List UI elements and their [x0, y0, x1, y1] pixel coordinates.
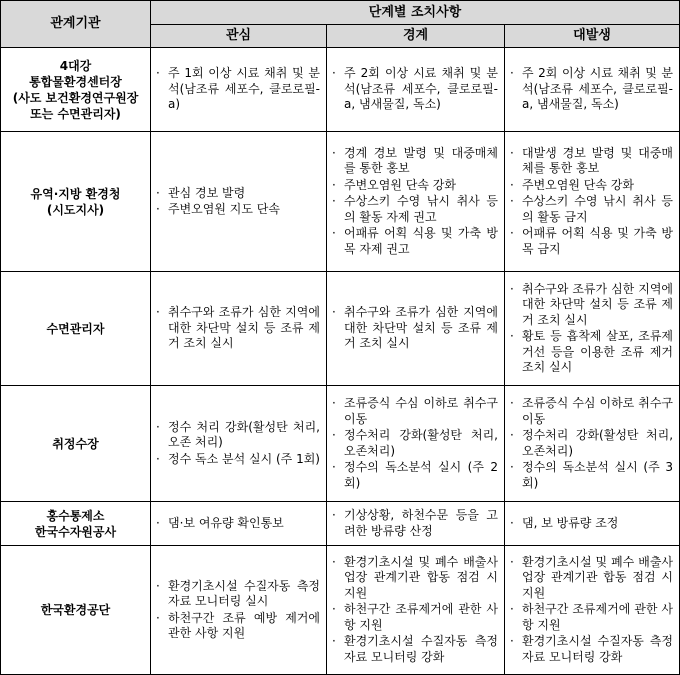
- table-row: [1, 546, 680, 675]
- action-item: [156, 186, 320, 202]
- action-cell: [505, 272, 680, 386]
- action-item: [332, 508, 498, 539]
- action-text: 주변오염원 단속 강화: [344, 177, 456, 192]
- action-text: 주변오염원 지도 단속: [168, 202, 280, 216]
- action-cell: [151, 272, 327, 386]
- action-cell: [505, 502, 680, 546]
- bullet-icon: ·: [332, 145, 336, 160]
- action-cell: [327, 48, 505, 132]
- action-text: 경계 경보 발령 및 대중매체를 통한 홍보: [344, 145, 498, 176]
- bullet-icon: ·: [510, 226, 514, 241]
- org-name-line: 한국환경공단: [40, 603, 111, 617]
- action-text: 대발생 경보 발령 및 대중매체를 통한 홍보: [522, 145, 674, 176]
- org-cell: [1, 546, 151, 675]
- action-item: [510, 460, 673, 491]
- action-item: [510, 282, 673, 329]
- bullet-icon: ·: [510, 634, 514, 649]
- action-cell: [151, 546, 327, 675]
- action-item: [332, 602, 498, 633]
- action-item: [156, 202, 320, 218]
- bullet-icon: ·: [510, 177, 514, 192]
- action-cell: [327, 132, 505, 272]
- action-text: 정수처리 강화(활성탄 처리, 오존처리): [344, 428, 498, 458]
- org-cell: [1, 502, 151, 546]
- action-cell: [505, 546, 680, 675]
- org-name-line: 취정수장: [52, 436, 99, 451]
- bullet-icon: ·: [156, 305, 160, 320]
- org-cell: [1, 48, 151, 132]
- action-text: 기상상황, 하천수문 등을 고려한 방류량 산정: [344, 508, 498, 538]
- bullet-icon: ·: [510, 329, 514, 343]
- bullet-icon: ·: [332, 508, 336, 522]
- action-cell: [151, 132, 327, 272]
- action-text: 댐, 보 방류량 조정: [522, 515, 619, 530]
- action-item: [332, 226, 498, 257]
- bullet-icon: ·: [332, 66, 336, 81]
- action-item: [510, 634, 673, 665]
- action-item: [332, 555, 498, 602]
- bullet-icon: ·: [156, 578, 160, 593]
- action-item: [332, 428, 498, 459]
- action-item: [156, 516, 320, 532]
- bullet-icon: ·: [510, 194, 514, 209]
- action-text: 정수처리 강화(활성탄 처리, 오존처리): [522, 428, 674, 458]
- action-item: [510, 194, 673, 225]
- action-cell: [327, 272, 505, 386]
- action-text: 정수 독소 분석 실시 (주 1회): [168, 451, 320, 466]
- bullet-icon: ·: [156, 66, 160, 81]
- org-cell: [1, 272, 151, 386]
- header-stage-outbreak: 대발생: [505, 24, 680, 48]
- action-text: 주 1회 이상 시료 채취 및 분석(남조류 세포수, 클로로필-a): [168, 66, 320, 112]
- bullet-icon: ·: [156, 202, 160, 216]
- action-text: 취수구와 조류가 심한 지역에 대한 차단막 설치 등 조류 제거 조치 실시: [522, 281, 674, 327]
- action-cell: [327, 502, 505, 546]
- bullet-icon: ·: [332, 554, 336, 569]
- bullet-icon: ·: [332, 177, 336, 192]
- action-text: 관심 경보 발령: [168, 185, 246, 200]
- action-item: [510, 428, 673, 459]
- action-item: [332, 460, 498, 491]
- header-stage-warning: 경계: [327, 24, 505, 48]
- bullet-icon: ·: [510, 602, 514, 617]
- org-name-line: 유역·지방 환경청: [30, 186, 121, 201]
- action-item: [510, 555, 673, 602]
- action-item: [510, 602, 673, 633]
- action-item: [332, 194, 498, 225]
- bullet-icon: ·: [510, 396, 514, 410]
- action-text: 댐·보 여유량 확인통보: [168, 515, 284, 530]
- bullet-icon: ·: [510, 281, 514, 296]
- org-name-line: 한국수자원공사: [34, 524, 117, 539]
- action-text: 환경기초시설 수질자동 측정자료 모니터링 실시: [168, 578, 320, 608]
- action-cell: [327, 386, 505, 502]
- action-item: [156, 305, 320, 352]
- table-row: [1, 502, 680, 546]
- action-item: [332, 305, 498, 352]
- action-text: 주 2회 이상 시료 채취 및 분석(남조류 세포수, 클로로필-a, 냄새물질, 독소): [522, 66, 674, 112]
- action-item: [510, 146, 673, 177]
- bullet-icon: ·: [332, 305, 336, 320]
- action-item: [510, 66, 673, 113]
- action-item: [510, 329, 673, 376]
- action-cell: [327, 546, 505, 675]
- action-text: 조류증식 수심 이하로 취수구 이동: [522, 396, 674, 426]
- action-text: 주 2회 이상 시료 채취 및 분석(남조류 세포수, 클로로필-a, 냄새물질, 독소): [344, 66, 498, 112]
- action-item: [510, 178, 673, 194]
- action-item: [332, 66, 498, 113]
- bullet-icon: ·: [156, 419, 160, 434]
- action-text: 하천구간 조류 예방 제거에 관한 사항 지원: [168, 610, 320, 640]
- action-text: 조류증식 수심 이하로 취수구 이동: [344, 396, 498, 426]
- action-text: 하천구간 조류제거에 관한 사항 지원: [522, 602, 674, 632]
- action-text: 취수구와 조류가 심한 지역에 대한 차단막 설치 등 조류 제거 조치 실시: [344, 305, 498, 351]
- org-cell: [1, 386, 151, 502]
- action-item: [510, 396, 673, 427]
- action-cell: [151, 48, 327, 132]
- org-name-line: 홍수통제소: [46, 508, 105, 523]
- org-name-line: 수면관리자: [46, 321, 105, 336]
- table-row: [1, 48, 680, 132]
- action-text: 수상스키 수영 낚시 취사 등의 활동 자제 권고: [344, 194, 498, 224]
- action-text: 환경기초시설 및 폐수 배출사업장 관계기관 합동 점검 시 지원: [344, 554, 498, 600]
- bullet-icon: ·: [510, 145, 514, 160]
- bullet-icon: ·: [156, 185, 160, 200]
- action-cell: [505, 386, 680, 502]
- action-text: 정수의 독소분석 실시 (주 2회): [344, 460, 498, 490]
- action-cell: [505, 48, 680, 132]
- bullet-icon: ·: [156, 451, 160, 466]
- table-row: [1, 132, 680, 272]
- org-name-line: (시도지사): [46, 202, 105, 217]
- bullet-icon: ·: [332, 428, 336, 442]
- org-name-line: 4대강: [59, 58, 92, 73]
- action-item: [156, 452, 320, 468]
- bullet-icon: ·: [510, 460, 514, 474]
- action-text: 환경기초시설 수질자동 측정자료 모니터링 강화: [522, 634, 674, 664]
- action-text: 황토 등 흡착제 살포, 조류제거선 등을 이용한 조류 제거 조치 실시: [522, 329, 674, 374]
- bullet-icon: ·: [510, 66, 514, 81]
- action-text: 하천구간 조류제거에 관한 사항 지원: [344, 602, 498, 632]
- action-cell: [505, 132, 680, 272]
- action-text: 수상스키 수영 낚시 취사 등의 활동 금지: [522, 194, 674, 224]
- org-name-line: 통합물환경센터장: [29, 74, 122, 89]
- org-name-line: (사도 보건환경연구원장: [12, 90, 139, 105]
- action-item: [156, 611, 320, 642]
- action-text: 정수의 독소분석 실시 (주 3회): [522, 460, 674, 490]
- org-cell: [1, 132, 151, 272]
- action-item: [510, 516, 673, 532]
- action-cell: [151, 502, 327, 546]
- action-item: [510, 226, 673, 257]
- action-text: 취수구와 조류가 심한 지역에 대한 차단막 설치 등 조류 제거 조치 실시: [168, 305, 320, 351]
- action-text: 주변오염원 단속 강화: [522, 177, 634, 192]
- action-cell: [151, 386, 327, 502]
- action-text: 어패류 어획 식용 및 가축 방목 자제 권고: [344, 226, 498, 256]
- action-item: [332, 146, 498, 177]
- org-name-line: 또는 수면관리자): [30, 106, 121, 121]
- bullet-icon: ·: [332, 602, 336, 617]
- bullet-icon: ·: [156, 515, 160, 530]
- action-text: 환경기초시설 및 폐수 배출사업장 관계기관 합동 점검 시 지원: [522, 554, 674, 600]
- bullet-icon: ·: [510, 515, 514, 530]
- action-item: [156, 579, 320, 610]
- action-item: [156, 420, 320, 451]
- table-row: [1, 272, 680, 386]
- header-stages: 단계별 조치사항: [151, 1, 680, 25]
- header-org: 관계기관: [1, 1, 151, 48]
- action-item: [332, 396, 498, 427]
- header-stage-attention: 관심: [151, 24, 327, 48]
- bullet-icon: ·: [332, 460, 336, 474]
- action-item: [156, 66, 320, 113]
- bullet-icon: ·: [332, 634, 336, 649]
- bullet-icon: ·: [510, 428, 514, 442]
- bullet-icon: ·: [332, 226, 336, 241]
- bullet-icon: ·: [156, 610, 160, 625]
- action-text: 어패류 어획 식용 및 가축 방목 금지: [522, 226, 674, 256]
- action-text: 환경기초시설 수질자동 측정자료 모니터링 강화: [344, 634, 498, 664]
- action-text: 정수 처리 강화(활성탄 처리, 오존 처리): [168, 419, 320, 450]
- action-item: [332, 178, 498, 194]
- bullet-icon: ·: [332, 396, 336, 410]
- bullet-icon: ·: [510, 554, 514, 569]
- table-row: [1, 386, 680, 502]
- action-item: [332, 634, 498, 665]
- bullet-icon: ·: [332, 194, 336, 209]
